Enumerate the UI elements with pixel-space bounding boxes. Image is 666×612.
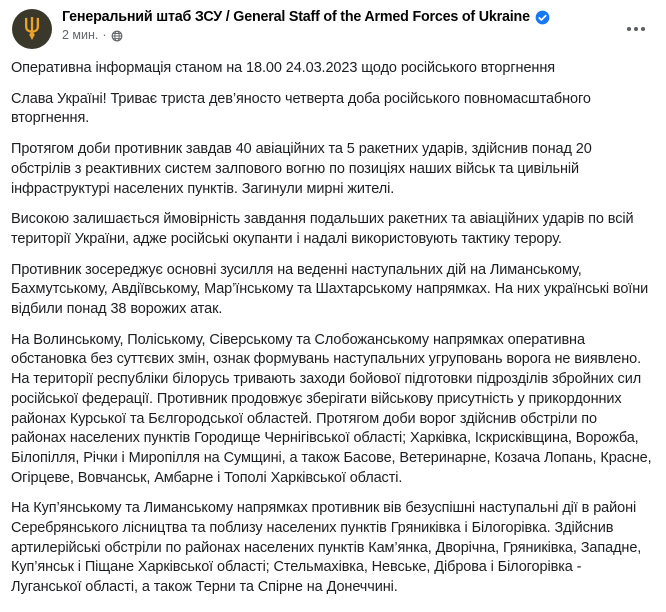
post-paragraph: Протягом доби противник завдав 40 авіаційних та 5 ракетних ударів, здійснив понад 20 обстрілів з реактивних систем залпового вогню по позиціях наших військ та цивільній інфраструктурі населених пунктів. Загинули мирні жителі.	[11, 141, 592, 197]
ukrainian-trident-icon	[22, 16, 42, 42]
post-text	[0, 53, 666, 598]
post-paragraph: На Волинському, Поліському, Сіверському та Слобожанському напрямках оперативна обстановка без суттєвих змін, ознак формувань наступальних угруповань ворога не виявлено. На території республіки білорусь тривають заходи бойової підготовки підрозділів збройних сил російської федерації. Противник продовжує зберігати військову присутність у прикордонних районах Курської та Бєлгородської областей. Протягом доби ворог здійснив обстріли по районах населених пунктів Городище Чернігівської області; Харківка, Іскрисківщина, Ворожба, Білопілля, Річки і Миропілля на Сумщині, а також Басове, Ветеринарне, Козача Лопань, Красне, Огірцеве, Вовчанськ, Амбарне і Тополі Харківської області.	[11, 331, 652, 486]
post-paragraph: Слава Україні! Триває триста дев’яносто четверта доба російського повномасштабного вторгнення.	[11, 90, 591, 127]
post-header-meta	[62, 9, 652, 42]
meta-separator: ·	[102, 28, 107, 42]
post-header	[0, 0, 666, 53]
post-paragraph: Високою залишається ймовірність завдання подальших ракетних та авіаційних ударів по всій території України, адже російські окупанти і надалі використовують тактику терору.	[11, 211, 634, 247]
page-avatar[interactable]	[12, 9, 52, 49]
three-dots-icon	[627, 27, 645, 31]
post-paragraph: На Куп’янському та Лиманському напрямках противник вів безуспішні наступальні дії в районі Серебрянського лісництва та поблизу населених пунктів Гряниківка і Білогорівка. Здійснив артилерійські обстріли по районах населених пунктів Кам’янка, Дворічна, Гряниківка, Западне, Куп’янськ і Піщане Харківської області; Стельмахівка, Невське, Діброва і Білогорівка - Луганської області, а також Терни та Спірне на Донеччині.	[11, 500, 642, 596]
verified-badge-icon	[535, 10, 550, 25]
post-meta-row	[62, 28, 652, 42]
post-options-button[interactable]	[620, 16, 652, 42]
post-paragraph: Противник зосереджує основні зусилля на веденні наступальних дій на Лиманському, Бахмутському, Авдіївському, Мар’їнському та Шахтарському напрямках. На них українські воїни відбили понад 38 ворожих атак.	[11, 261, 649, 318]
page-name-link[interactable]: Генеральний штаб ЗСУ / General Staff of the Armed Forces of Ukraine	[62, 9, 530, 25]
post-timestamp[interactable]: 2 мин.	[62, 28, 99, 42]
page-name-row	[62, 9, 652, 25]
post-paragraph: Оперативна інформація станом на 18.00 24.03.2023 щодо російського вторгнення	[11, 60, 555, 76]
globe-privacy-icon	[111, 30, 123, 42]
